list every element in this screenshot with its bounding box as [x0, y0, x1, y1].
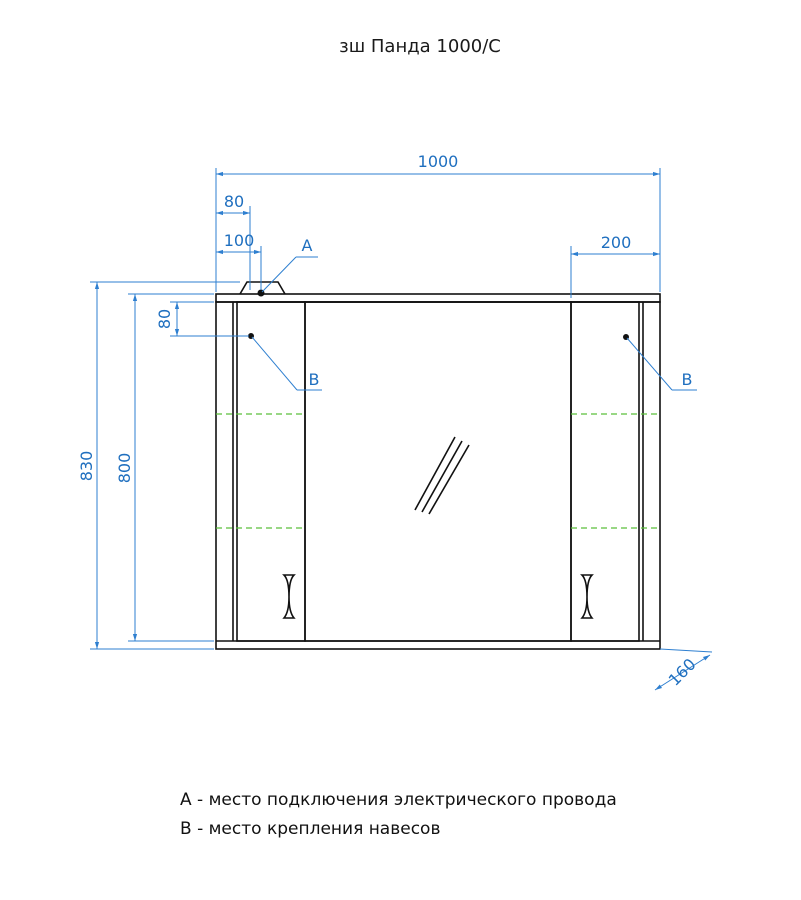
dim-1000: 1000: [417, 152, 459, 171]
callout-b-left: B: [308, 370, 320, 389]
handle-left-icon: [284, 575, 294, 618]
drawing-title: зш Панда 1000/С: [339, 36, 501, 57]
dim-100: 100: [223, 231, 255, 250]
dim-80-top: 80: [223, 192, 245, 211]
top-board: [216, 294, 660, 302]
legend: [180, 790, 617, 839]
callouts: [252, 236, 697, 390]
dim-830: 830: [77, 450, 96, 482]
main-frame: [216, 302, 660, 649]
dim-800: 800: [115, 452, 134, 484]
legend-line-a: A - место подключения электрического провода: [180, 790, 617, 810]
right-door: [571, 302, 639, 641]
left-door: [237, 302, 305, 641]
mirror-panel: [305, 302, 571, 641]
callout-a: A: [301, 236, 313, 255]
callout-b-right: B: [681, 370, 693, 389]
dim-160: 160: [664, 654, 700, 690]
dim-80-vertical: 80: [155, 308, 174, 330]
mirror-glare-icon: [415, 437, 469, 514]
legend-line-b: B - место крепления навесов: [180, 819, 441, 839]
cabinet-body: [216, 282, 660, 649]
dimensions: [77, 152, 712, 690]
handle-right-icon: [582, 575, 592, 618]
dim-200: 200: [600, 233, 632, 252]
